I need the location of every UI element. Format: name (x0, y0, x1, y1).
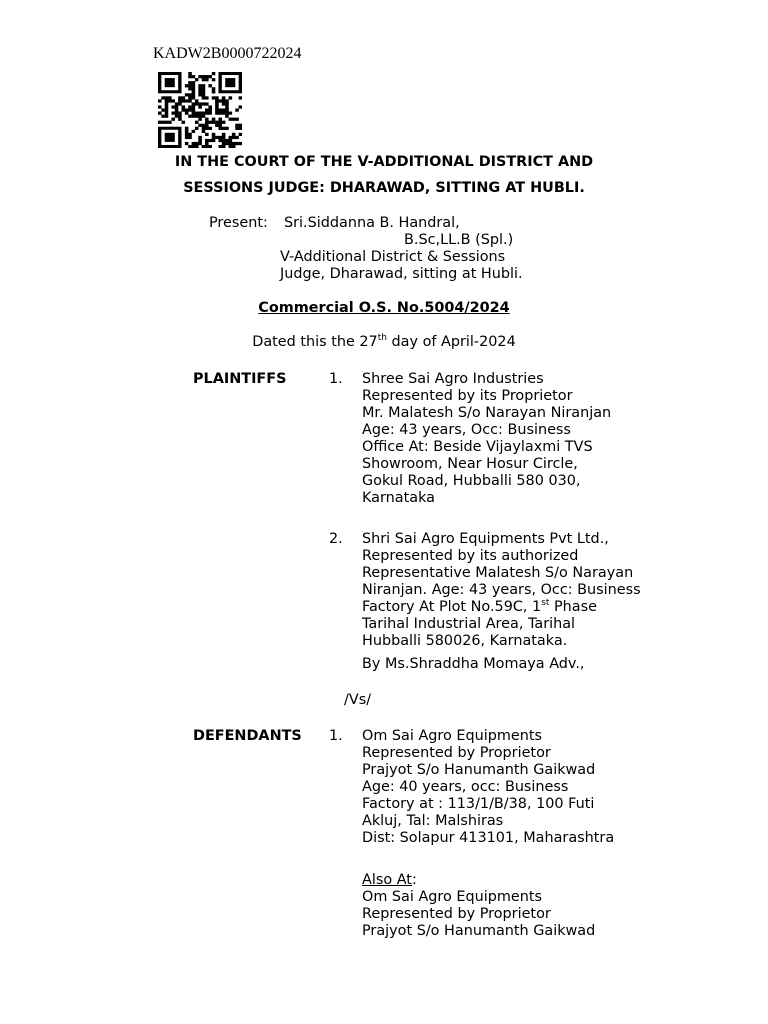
defendant-1-line: Represented by Proprietor (362, 745, 551, 761)
also-at-colon: : (411, 872, 417, 888)
defendant-1-line: Age: 40 years, occ: Business (362, 779, 569, 795)
also-at-label: Also At (362, 872, 412, 888)
judge-name: Sri.Siddanna B. Handral, (284, 215, 460, 231)
versus: /Vs/ (344, 692, 372, 708)
factory-sup: st (541, 598, 550, 608)
defendant-1-line: Prajyot S/o Hanumanth Gaikwad (362, 762, 596, 778)
plaintiff-1-number: 1. (329, 371, 343, 387)
defendant-1-line: Om Sai Agro Equipments (362, 728, 543, 744)
qr-code-icon (158, 72, 242, 148)
plaintiff-2-line: Niranjan. Age: 43 years, Occ: Business (362, 582, 641, 598)
plaintiff-2-address (362, 531, 641, 650)
defendant-1-address (362, 728, 614, 847)
also-at-line: Om Sai Agro Equipments (362, 889, 543, 905)
plaintiff-1-line: Showroom, Near Hosur Circle, (362, 456, 578, 472)
factory-suffix: Phase (549, 599, 597, 615)
plaintiff-1-line: Mr. Malatesh S/o Narayan Niranjan (362, 405, 612, 421)
defendant-1-line: Factory at : 113/1/B/38, 100 Futi (362, 796, 595, 812)
also-at-line: Represented by Proprietor (362, 906, 551, 922)
defendant-1-line: Dist: Solapur 413101, Maharashtra (362, 830, 615, 846)
plaintiff-1-line: Karnataka (362, 490, 435, 506)
plaintiff-2-line: Tarihal Industrial Area, Tarihal (362, 616, 576, 632)
dated-suffix: day of April-2024 (386, 334, 516, 350)
plaintiff-2-line: Represented by its authorized (362, 548, 579, 564)
plaintiff-1-line: Age: 43 years, Occ: Business (362, 422, 571, 438)
case-code: KADW2B0000722024 (153, 45, 302, 62)
factory-prefix: Factory At Plot No.59C, 1 (362, 599, 542, 615)
plaintiff-2-line: Hubballi 580026, Karnataka. (362, 633, 568, 649)
judge-qualification: B.Sc,LL.B (Spl.) (404, 232, 514, 248)
court-heading-line1: IN THE COURT OF THE V-ADDITIONAL DISTRICT AND (174, 154, 594, 170)
plaintiff-2-line: Shri Sai Agro Equipments Pvt Ltd., (362, 531, 609, 547)
defendant-1-line: Akluj, Tal: Malshiras (362, 813, 504, 829)
defendants-heading: DEFENDANTS (193, 728, 302, 744)
plaintiff-2-line: Representative Malatesh S/o Narayan (362, 565, 634, 581)
court-heading-line2: SESSIONS JUDGE: DHARAWAD, SITTING AT HUBLI. (183, 180, 585, 196)
dated-sup: th (377, 333, 387, 343)
plaintiff-1-line: Gokul Road, Hubballi 580 030, (362, 473, 581, 489)
dated-line (0, 334, 768, 351)
plaintiff-1-line: Office At: Beside Vijaylaxmi TVS (362, 439, 593, 455)
defendant-1-also-at (362, 872, 595, 940)
plaintiff-1-address (362, 371, 611, 507)
present-label: Present: (209, 215, 268, 231)
plaintiffs-heading: PLAINTIFFS (193, 371, 287, 387)
plaintiff-2-factory-line (362, 599, 641, 616)
plaintiff-2-number: 2. (329, 531, 343, 547)
dated-prefix: Dated this the 27 (252, 334, 378, 350)
defendant-1-number: 1. (329, 728, 343, 744)
judge-designation-line1: V-Additional District & Sessions (280, 249, 506, 265)
case-title: Commercial O.S. No.5004/2024 (258, 300, 510, 316)
also-at-heading (362, 872, 595, 889)
plaintiff-1-line: Shree Sai Agro Industries (362, 371, 544, 387)
plaintiff-1-line: Represented by its Proprietor (362, 388, 573, 404)
judge-designation-line2: Judge, Dharawad, sitting at Hubli. (280, 266, 523, 282)
advocate-line: By Ms.Shraddha Momaya Adv., (362, 656, 585, 672)
also-at-line: Prajyot S/o Hanumanth Gaikwad (362, 923, 596, 939)
